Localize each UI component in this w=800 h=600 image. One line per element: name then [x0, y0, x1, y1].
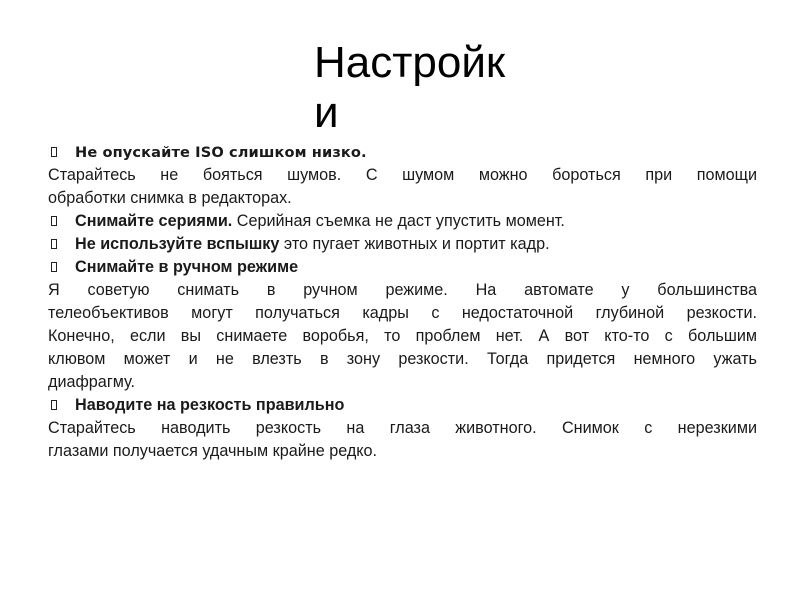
paragraph-line: Конечно, если вы снимаете воробья, то проблем нет. А вот кто-то с большим	[48, 327, 757, 345]
paragraph-line: Старайтесь не бояться шумов. С шумом можно бороться при помощи	[48, 166, 757, 184]
bullet-item-iso	[48, 141, 757, 164]
paragraph-line: клювом может и не влезть в зону резкости. Тогда придется немного ужать	[48, 350, 757, 368]
bullet-item-series	[48, 210, 757, 233]
bullet-box-icon	[51, 262, 57, 272]
bullet-heading: Не используйте вспышку	[75, 235, 280, 253]
paragraph-line: глазами получается удачным крайне редко.	[48, 442, 378, 460]
slide-title-line-2: и	[314, 88, 339, 137]
paragraph-line: обработки снимка в редакторах.	[48, 189, 292, 207]
bullet-heading: Наводите на резкость правильно	[75, 396, 345, 414]
slide-body	[48, 141, 757, 463]
slide-title-line-1: Настройк	[314, 38, 506, 87]
slide-title	[314, 38, 524, 138]
bullet-heading: Снимайте сериями.	[75, 212, 233, 230]
bullet-box-icon	[51, 147, 57, 157]
paragraph-line: диафрагму.	[48, 373, 135, 391]
bullet-text: Серийная съемка не даст упустить момент.	[232, 212, 565, 230]
paragraph-line: Старайтесь наводить резкость на глаза животного. Снимок с нерезкими	[48, 419, 757, 437]
paragraph-line: Я советую снимать в ручном режиме. На автомате у большинства	[48, 281, 757, 299]
bullet-item-manual-mode	[48, 256, 757, 279]
bullet-box-icon	[51, 400, 57, 410]
bullet-heading: Не опускайте ISO слишком низко.	[75, 144, 367, 161]
bullet-text: это пугает животных и портит кадр.	[279, 235, 550, 253]
bullet-box-icon	[51, 216, 57, 226]
bullet-box-icon	[51, 239, 57, 249]
paragraph-line: телеобъективов могут получаться кадры с недостаточной глубиной резкости.	[48, 304, 757, 322]
bullet-item-flash	[48, 233, 757, 256]
bullet-item-focus	[48, 394, 757, 417]
bullet-heading: Снимайте в ручном режиме	[75, 258, 299, 276]
